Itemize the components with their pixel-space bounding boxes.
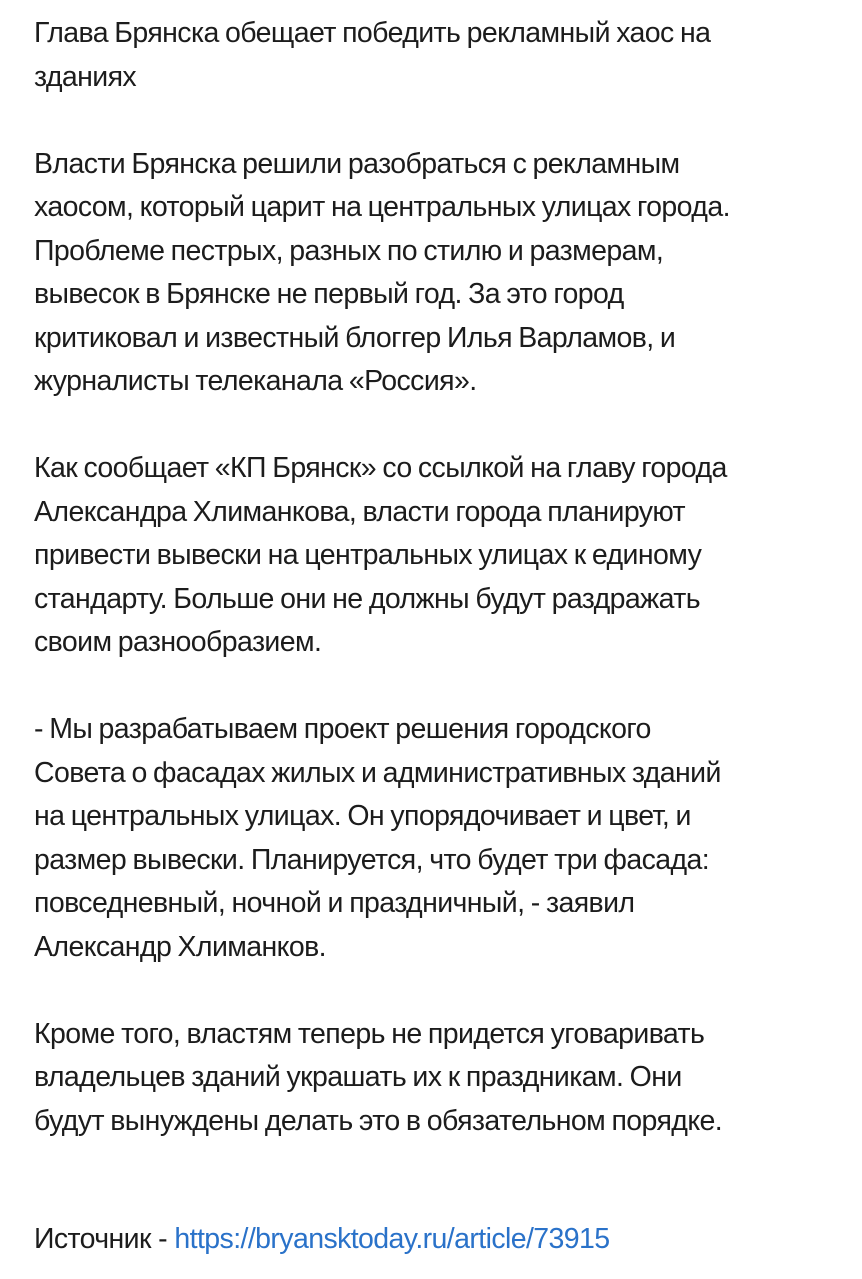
text-line: будут вынуждены делать это в обязательном порядке. bbox=[34, 1104, 723, 1137]
source-link[interactable]: https://bryansktoday.ru/article/73915 bbox=[174, 1223, 610, 1255]
text-line: вывесок в Брянске не первый год. За это город bbox=[34, 278, 624, 310]
text-line: повседневный, ночной и праздничный, - заявил bbox=[34, 887, 635, 919]
paragraph-2 bbox=[34, 447, 834, 665]
text-line: - Мы разрабатываем проект решения городского bbox=[34, 713, 651, 745]
text-line: Кроме того, властям теперь не придется уговаривать bbox=[34, 1017, 705, 1050]
post-body bbox=[34, 12, 834, 1187]
title-line: зданиях bbox=[34, 60, 137, 93]
text-line: хаосом, который царит на центральных улицах города. bbox=[34, 191, 730, 223]
text-line: стандарту. Больше они не должны будут раздражать bbox=[34, 582, 700, 615]
text-line: на центральных улицах. Он упорядочивает и цвет, и bbox=[34, 800, 691, 832]
text-line: размер вывески. Планируется, что будет три фасада: bbox=[34, 843, 710, 876]
text-line: Проблеме пестрых, разных по стилю и размерам, bbox=[34, 234, 664, 267]
text-line: журналисты телеканала «Россия». bbox=[34, 365, 477, 397]
paragraph-4 bbox=[34, 1013, 834, 1144]
text-line: своим разнообразием. bbox=[34, 626, 322, 658]
text-line: владельцев зданий украшать их к праздникам. Они bbox=[34, 1061, 682, 1093]
post-title bbox=[34, 12, 834, 99]
paragraph-1 bbox=[34, 143, 834, 404]
text-line: критиковал и известный блоггер Илья Варламов, и bbox=[34, 321, 676, 354]
source-line bbox=[34, 1218, 610, 1262]
text-line: Как сообщает «КП Брянск» со ссылкой на главу города bbox=[34, 452, 727, 484]
title-line: Глава Брянска обещает победить рекламный хаос на bbox=[34, 17, 711, 49]
text-line: Александр Хлиманков. bbox=[34, 930, 326, 963]
text-line: привести вывески на центральных улицах к единому bbox=[34, 539, 702, 571]
text-line: Власти Брянска решили разобраться с рекламным bbox=[34, 147, 680, 180]
text-line: Александра Хлиманкова, власти города планируют bbox=[34, 495, 686, 528]
paragraph-3-quote bbox=[34, 708, 834, 969]
source-label: Источник - bbox=[34, 1223, 175, 1255]
text-line: Совета о фасадах жилых и административных зданий bbox=[34, 756, 721, 789]
